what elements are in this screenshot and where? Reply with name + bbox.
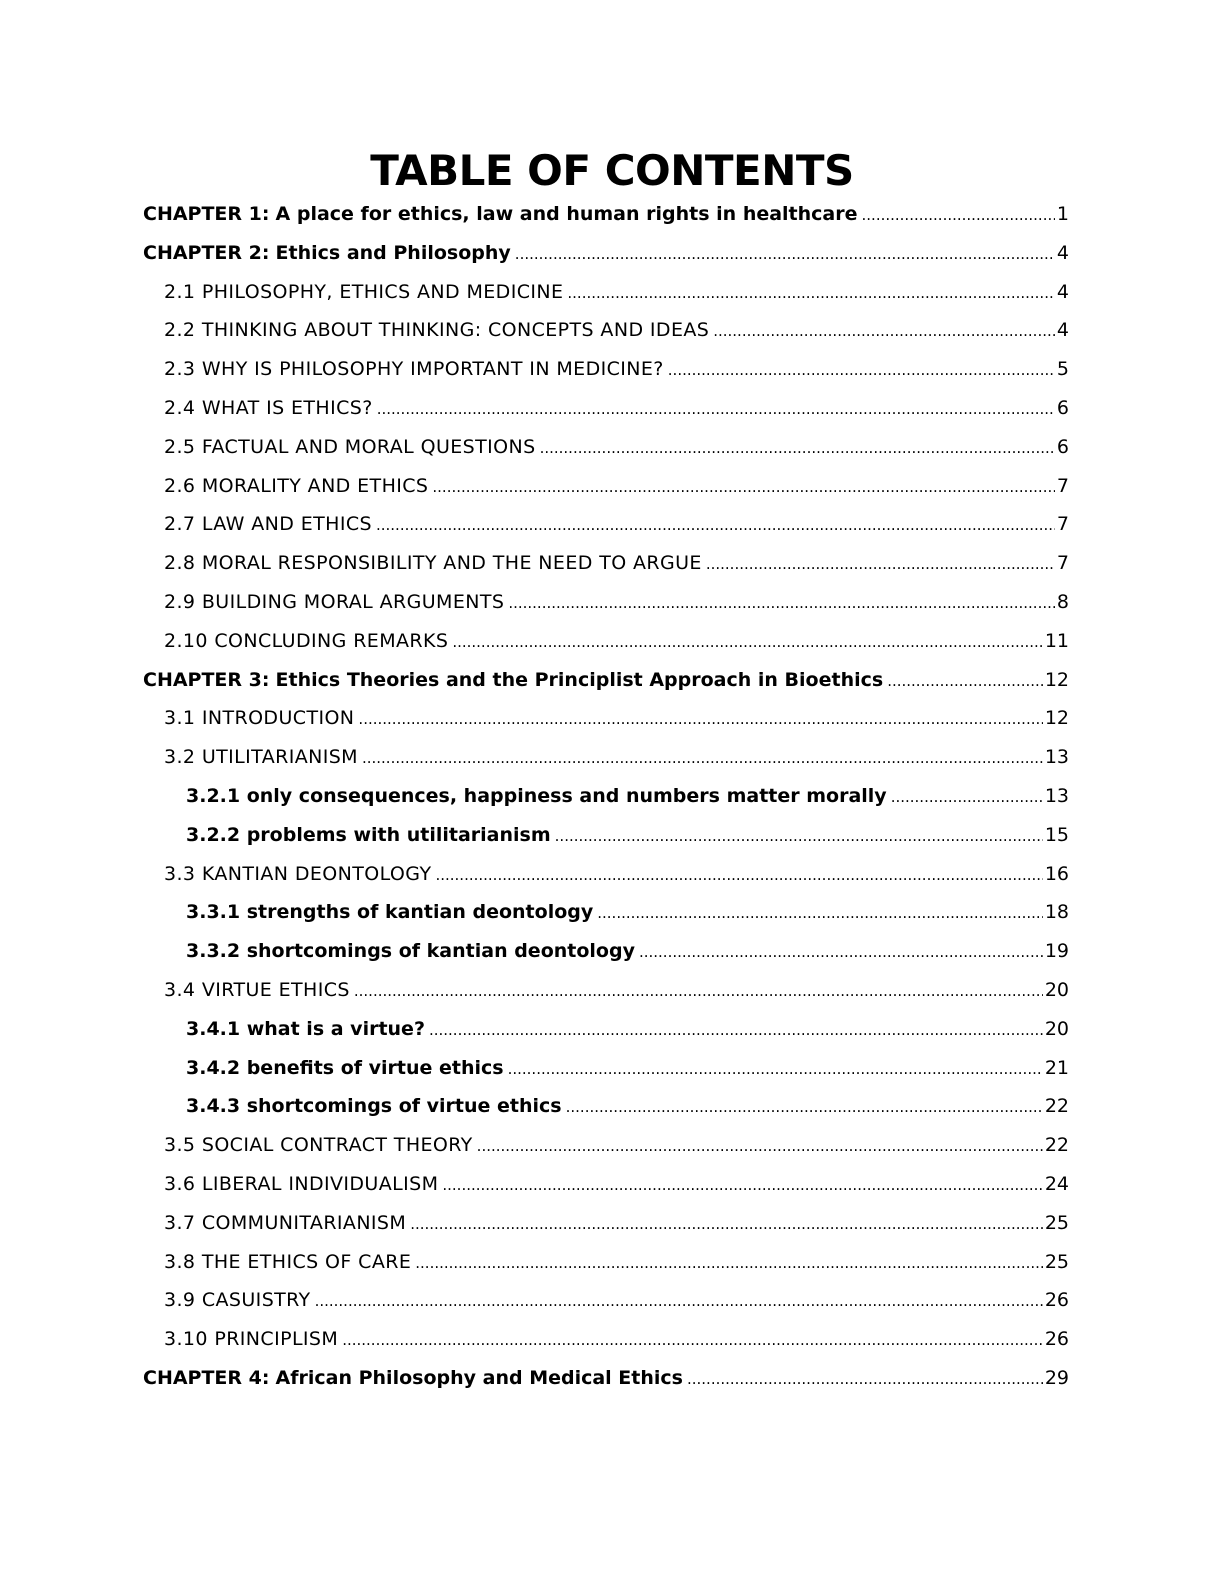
dot-leader xyxy=(410,1205,1043,1244)
section-title: 3.4 VIRTUE ETHICS xyxy=(164,978,350,1001)
page-number: 20 xyxy=(1044,978,1069,1001)
toc-entry[interactable] xyxy=(143,544,1069,583)
page-number: 4 xyxy=(1056,319,1069,342)
section-title: 2.9 BUILDING MORAL ARGUMENTS xyxy=(164,590,505,613)
toc-entry[interactable] xyxy=(143,777,1069,816)
toc-entry-label xyxy=(143,1359,683,1398)
section-title: 3.4.2 benefits of virtue ethics xyxy=(186,1056,504,1079)
toc-entry[interactable] xyxy=(143,1165,1069,1204)
dot-leader xyxy=(540,429,1055,468)
toc-entry[interactable] xyxy=(143,1049,1069,1088)
page-number: 6 xyxy=(1056,396,1069,419)
dot-leader xyxy=(508,1050,1043,1089)
dot-leader xyxy=(315,1282,1043,1321)
page-number: 25 xyxy=(1044,1250,1069,1273)
toc-entry[interactable] xyxy=(143,1281,1069,1320)
toc-entry[interactable] xyxy=(143,311,1069,350)
section-title: 3.6 LIBERAL INDIVIDUALISM xyxy=(164,1172,439,1195)
dot-leader xyxy=(362,739,1043,778)
section-title: 3.2.1 only consequences, happiness and numbers matter morally xyxy=(186,784,887,807)
toc-entry-label xyxy=(164,971,350,1010)
toc-entry[interactable] xyxy=(143,234,1069,273)
dot-leader xyxy=(515,235,1055,274)
toc-entry[interactable] xyxy=(143,1087,1069,1126)
dot-leader xyxy=(713,312,1055,351)
page-number: 18 xyxy=(1044,901,1069,924)
toc-entry-label xyxy=(164,1165,438,1204)
page-number: 24 xyxy=(1044,1172,1069,1195)
section-title: 2.10 CONCLUDING REMARKS xyxy=(164,629,449,652)
toc-entry-label xyxy=(164,583,504,622)
section-title: 3.7 COMMUNITARIANISM xyxy=(164,1211,407,1234)
toc-entry-label xyxy=(186,1049,504,1088)
section-title: 3.1 INTRODUCTION xyxy=(164,707,355,730)
toc-entry[interactable] xyxy=(143,1243,1069,1282)
section-title: 3.3.2 shortcomings of kantian deontology xyxy=(186,940,635,963)
toc-entry-label xyxy=(143,661,883,700)
page-number: 22 xyxy=(1044,1095,1069,1118)
page-number: 25 xyxy=(1044,1211,1069,1234)
section-title: 3.4.1 what is a virtue? xyxy=(186,1017,425,1040)
toc-entry-label xyxy=(164,350,664,389)
toc-entry-label xyxy=(143,195,858,234)
chapter-number: CHAPTER 2: xyxy=(143,241,270,264)
toc-entry-label xyxy=(164,1126,473,1165)
dot-leader xyxy=(597,894,1043,933)
chapter-number: CHAPTER 3: xyxy=(143,668,270,691)
toc-entry[interactable] xyxy=(143,971,1069,1010)
toc-entry-label xyxy=(164,1204,406,1243)
toc-entry[interactable] xyxy=(143,932,1069,971)
page-number: 12 xyxy=(1044,668,1069,691)
chapter-title: African Philosophy and Medical Ethics xyxy=(275,1366,683,1389)
dot-leader xyxy=(862,196,1055,235)
toc-entry-label xyxy=(164,622,448,661)
section-title: 3.8 THE ETHICS OF CARE xyxy=(164,1250,412,1273)
page-number: 4 xyxy=(1056,280,1069,303)
page-number: 11 xyxy=(1044,629,1069,652)
toc-entry-label xyxy=(164,738,358,777)
toc-entry[interactable] xyxy=(143,855,1069,894)
toc-entry[interactable] xyxy=(143,699,1069,738)
page-number: 1 xyxy=(1056,203,1069,225)
toc-entry-label xyxy=(186,1010,425,1049)
section-title: 2.1 PHILOSOPHY, ETHICS AND MEDICINE xyxy=(164,280,564,303)
page-number: 13 xyxy=(1044,746,1069,769)
page-number: 13 xyxy=(1044,784,1069,807)
toc-entry-label xyxy=(164,428,536,467)
dot-leader xyxy=(706,545,1055,584)
page-title: TABLE OF CONTENTS xyxy=(370,146,854,195)
section-title: 3.2 UTILITARIANISM xyxy=(164,746,358,769)
page-number: 29 xyxy=(1044,1366,1069,1389)
dot-leader xyxy=(432,468,1055,507)
dot-leader xyxy=(567,274,1055,313)
toc-entry[interactable] xyxy=(143,1320,1069,1359)
dot-leader xyxy=(415,1244,1043,1283)
dot-leader xyxy=(639,933,1043,972)
page-number: 12 xyxy=(1044,707,1069,730)
page-number: 7 xyxy=(1056,552,1069,575)
toc-entry-label xyxy=(186,816,551,855)
page-number: 5 xyxy=(1056,358,1069,381)
dot-leader xyxy=(477,1127,1043,1166)
page-number: 19 xyxy=(1044,940,1069,963)
page-number: 4 xyxy=(1056,241,1069,264)
dot-leader xyxy=(452,623,1042,662)
toc-entry-label xyxy=(164,544,702,583)
dot-leader xyxy=(376,506,1055,545)
dot-leader xyxy=(687,1360,1043,1399)
section-title: 3.10 PRINCIPLISM xyxy=(164,1328,339,1351)
section-title: 2.2 THINKING ABOUT THINKING: CONCEPTS AND IDEAS xyxy=(164,319,710,342)
section-title: 2.3 WHY IS PHILOSOPHY IMPORTANT IN MEDICINE? xyxy=(164,358,664,381)
page-number: 22 xyxy=(1044,1134,1069,1157)
section-title: 2.4 WHAT IS ETHICS? xyxy=(164,396,373,419)
toc-entry[interactable] xyxy=(143,738,1069,777)
toc-entry-label xyxy=(164,467,428,506)
chapter-title: Ethics Theories and the Principlist Approach in Bioethics xyxy=(275,668,884,691)
toc-entry[interactable] xyxy=(143,195,1069,234)
toc-entry[interactable] xyxy=(143,661,1069,700)
toc-entry-label xyxy=(164,699,354,738)
toc-entry[interactable] xyxy=(143,428,1069,467)
toc-entry-label xyxy=(164,1243,411,1282)
toc-entry-label xyxy=(164,505,372,544)
page-number: 7 xyxy=(1056,474,1069,497)
page-number: 7 xyxy=(1056,513,1069,536)
chapter-title: Ethics and Philosophy xyxy=(275,241,511,264)
toc-entry-label xyxy=(143,234,511,273)
page-number: 15 xyxy=(1044,823,1069,846)
section-title: 3.2.2 problems with utilitarianism xyxy=(186,823,551,846)
page-number: 16 xyxy=(1044,862,1069,885)
section-title: 3.3 KANTIAN DEONTOLOGY xyxy=(164,862,432,885)
dot-leader xyxy=(508,584,1055,623)
dot-leader xyxy=(377,390,1055,429)
chapter-title: A place for ethics, law and human rights in healthcare xyxy=(275,203,858,225)
toc-entry[interactable] xyxy=(143,1359,1069,1398)
toc-entry-label xyxy=(164,389,373,428)
page-number: 20 xyxy=(1044,1017,1069,1040)
section-title: 2.6 MORALITY AND ETHICS xyxy=(164,474,429,497)
dot-leader xyxy=(435,856,1042,895)
toc-entry[interactable] xyxy=(143,622,1069,661)
dot-leader xyxy=(668,351,1055,390)
toc-entry-label xyxy=(164,855,431,894)
dot-leader xyxy=(891,778,1043,817)
toc-entry-label xyxy=(164,1281,311,1320)
toc-entry[interactable] xyxy=(143,389,1069,428)
dot-leader xyxy=(429,1011,1043,1050)
toc-entry-label xyxy=(186,777,887,816)
section-title: 2.8 MORAL RESPONSIBILITY AND THE NEED TO ARGUE xyxy=(164,552,702,575)
toc-entry-label xyxy=(164,273,563,312)
toc-entry[interactable] xyxy=(143,583,1069,622)
dot-leader xyxy=(887,662,1043,701)
toc-entry[interactable] xyxy=(143,893,1069,932)
toc-entry[interactable] xyxy=(143,273,1069,312)
toc-entry-label xyxy=(186,932,635,971)
toc-entry-label xyxy=(164,311,709,350)
dot-leader xyxy=(354,972,1043,1011)
dot-leader xyxy=(342,1321,1043,1360)
toc-entry-label xyxy=(164,1320,338,1359)
chapter-number: CHAPTER 4: xyxy=(143,1366,270,1389)
toc-entry[interactable] xyxy=(143,1010,1069,1049)
section-title: 2.5 FACTUAL AND MORAL QUESTIONS xyxy=(164,435,536,458)
dot-leader xyxy=(442,1166,1042,1205)
dot-leader xyxy=(555,817,1043,856)
section-title: 2.7 LAW AND ETHICS xyxy=(164,513,372,536)
chapter-number: CHAPTER 1: xyxy=(143,203,270,225)
toc-entry-label xyxy=(186,1087,562,1126)
dot-leader xyxy=(358,700,1042,739)
page-number: 6 xyxy=(1056,435,1069,458)
toc-entry[interactable] xyxy=(143,505,1069,544)
toc-entry[interactable] xyxy=(143,1126,1069,1165)
toc-entry[interactable] xyxy=(143,467,1069,506)
section-title: 3.3.1 strengths of kantian deontology xyxy=(186,901,594,924)
table-of-contents xyxy=(143,195,1069,1398)
page-number: 26 xyxy=(1044,1289,1069,1312)
toc-entry[interactable] xyxy=(143,816,1069,855)
section-title: 3.5 SOCIAL CONTRACT THEORY xyxy=(164,1134,473,1157)
page-number: 8 xyxy=(1056,590,1069,613)
toc-entry[interactable] xyxy=(143,1204,1069,1243)
toc-entry-label xyxy=(186,893,593,932)
page-number: 26 xyxy=(1044,1328,1069,1351)
page-number: 21 xyxy=(1044,1056,1069,1079)
section-title: 3.4.3 shortcomings of virtue ethics xyxy=(186,1095,562,1118)
toc-entry[interactable] xyxy=(143,350,1069,389)
dot-leader xyxy=(566,1088,1043,1127)
section-title: 3.9 CASUISTRY xyxy=(164,1289,311,1312)
